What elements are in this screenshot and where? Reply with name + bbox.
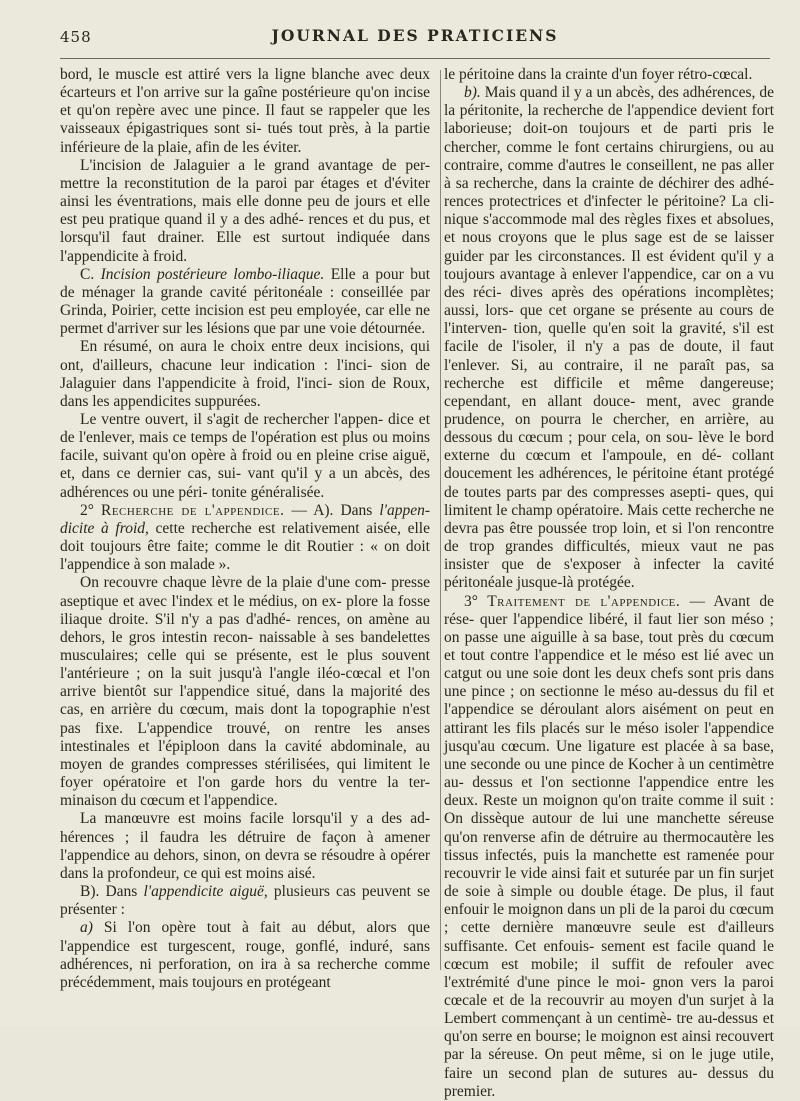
paragraph-text: Si l'on opère tout à fait au début, alors que l'appendice est turgescent, rouge, gonflé, induré, sans adhérences, ni perforation, on ira à sa recherche comme précédemment, mais toujours en protégeant	[60, 919, 430, 991]
section-number: 2°	[80, 501, 94, 519]
paragraph: L'incision de Jalaguier a le grand avantage de per- mettre la reconstitution de la paroi par étages et d'éviter ainsi les éventrations, mais elle donne peu de jours et elle est peu pratique quand il y a des adhé- rences et du pus, et lorsqu'il faut drainer. Elle est surtout indiquée dans l'appendicite à froid.	[60, 156, 430, 265]
section-heading: Recherche de l'appendice.	[100, 501, 285, 519]
paragraph-case-a	[60, 919, 430, 992]
header-rule	[60, 58, 770, 59]
paragraph-text: Mais quand il y a un abcès, des adhérences, de la péritonite, la recherche de l'appendice devient fort laborieuse; doit-on toujours et de parti pris le chercher, comme le font certains chirurgiens, ou au contraire, comme d'autres le conseillent, ne pas aller à sa recherche, dans la crainte de déchirer des adhé- rences protectrices et d'infecter le péritoine? La cli- nique s'accommode mal des règles fixes et absolues, et nous croyons que le plus sage est de se laisser guider par les circonstances. Il est évident qu'il y a toujours avantage à enlever l'appendice, car on a vu des réci- dives après des opérations incomplètes; aussi, lors- que cet organe se présente au cours de l'interven- tion, quelle qu'en soit la gravité, s'il est facile de l'isoler, il n'y a pas de doute, il faut l'enlever. Si, au contraire, il ne paraît pas, sa recherche est difficile et même dangereuse; cependant, en allant douce- ment, avec grande prudence, on pourra le chercher, en arrière, au dessous du cœcum ; pour cela, on sou- lève le bord externe du cœcum et l'ampoule, en dé- collant doucement les adhérences, le péritoine étant protégé de toutes parts par des compresses asepti- ques, qui limitent le champ opératoire. Mais cette recherche ne devra pas être poussée trop loin, et si l'on rencontre de trop grandes difficultés, mieux vaut ne pas insister que de s'exposer à infecter la cavité péritonéale jusque-là protégée.	[444, 84, 774, 592]
section-label: C.	[80, 265, 95, 283]
case-label: b).	[464, 84, 481, 102]
section-heading: Traitement de l'appendice.	[487, 592, 681, 610]
right-column	[444, 66, 774, 1101]
paragraph-traitement-appendice	[444, 593, 774, 1101]
page-header	[60, 24, 770, 54]
section-number: 3°	[464, 592, 478, 610]
paragraph: bord, le muscle est attiré vers la ligne blanche avec deux écarteurs et l'on arrive sur la gaîne postérieure qu'on incise et qu'on repère avec une pince. Il faut se rappeler que les vaisseaux épigastriques sont si- tués tout près, à la partie inférieure de la plaie, afin de les éviter.	[60, 66, 430, 156]
section-label: B). Dans	[80, 883, 144, 901]
running-head: JOURNAL DES PRATICIENS	[271, 26, 559, 45]
paragraph: La manœuvre est moins facile lorsqu'il y a des ad- hérences ; il faudra les détruire de façon à amener l'appendice au dehors, sinon, on devra se résoudre à opérer dans la profondeur, ce qui est moins aisé.	[60, 810, 430, 882]
paragraph-text: — Avant de rése- quer l'appendice libéré, il faut lier son méso ; on passe une aiguille à sa base, tout près du cœcum et tout contre l'appendice et le méso est lié avec un catgut ou une soie dont les deux chefs sont pris dans une pince ; on sectionne le méso au-dessus du fil et l'appendice se déroulant alors aisément on peut en attirant les fils placés sur le méso isoler l'appendice jusqu'au cœcum. Une ligature est placée à sa base, une seconde ou une pince de Kocher à un centimètre au- dessus et l'on sectionne l'appendice entre les deux. Reste un moignon qu'on traite comme il suit : On dissèque autour de lui une manchette séreuse qu'on renverse afin de détruire au thermocautère les tissus infectés, puis la manchette est ramenée pour recouvrir le vide ainsi fait et suturée par un fin surjet de soie à simple ou double étage. De plus, il faut enfouir le moignon dans un pli de la paroi du cœcum ; cette dernière manœuvre seule est d'ailleurs suffisante. Cet enfouis- sement est facile quand le cœcum est mobile; il suffit de refouler avec l'extrémité d'une pince le moi- gnon vers la paroi cœcale et de la recouvrir au moyen d'un surjet à la Lembert commençant à un centimè- tre au-dessus et qu'on serre en bourse; le moignon est ainsi recouvert par la séreuse. On peut même, si on le juge utile, faire un second plan de sutures au- dessus du premier.	[444, 592, 774, 1100]
page-number: 458	[60, 28, 92, 46]
italic-phrase: l'appen- dicite à froid,	[60, 501, 431, 537]
paragraph-text: plusieurs cas peuvent se présenter :	[60, 883, 430, 919]
column-divider	[440, 70, 441, 970]
paragraph-recherche-appendice	[60, 502, 430, 575]
paragraph-incision-posterieure	[60, 266, 430, 339]
paragraph-text: — A). Dans	[284, 501, 380, 519]
paragraph-appendicite-aigue	[60, 883, 430, 919]
case-label: a)	[80, 919, 93, 937]
paragraph-case-b	[444, 84, 774, 592]
paragraph: Le ventre ouvert, il s'agit de rechercher l'appen- dice et de l'enlever, mais ce temps de l'opération est plus ou moins facile, suivant qu'on opère à froid ou en pleine crise aiguë, et, dans ce dernier cas, sui- vant qu'il y a un abcès, des adhérences ou une péri- tonite généralisée.	[60, 410, 430, 501]
paragraph-text: Elle a pour but de ménager la grande cavité péritonéale : conseillée par Grinda, Poirier, cette incision est peu employée, car elle ne permet d'arriver sur les lésions que par une voie détournée.	[60, 265, 431, 338]
paragraph: En résumé, on aura le choix entre deux incisions, qui ont, d'ailleurs, chacune leur indication : l'inci- sion de Jalaguier dans l'appendicite à froid, l'inci- sion de Roux, dans les appendicites suppurées.	[60, 338, 430, 410]
paragraph: On recouvre chaque lèvre de la plaie d'une com- presse aseptique et avec l'index et le médius, on ex- plore la fosse iliaque droite. S'il n'y a pas d'adhé- rences, on amène au dehors, le gros intestin recon- naissable à ses bandelettes musculaires; celle qui se présente, est le plus souvent l'antérieure ; on la suit jusqu'à l'angle iléo-cœcal et l'on arrive bientôt sur l'appendice situé, dans la majorité des cas, en arrière du cœcum, mais dont la topographie n'est pas fixe. L'appendice trouvé, on rentre les anses intestinales et l'épiploon dans la cavité abdominale, au moyen de grandes compresses stérilisées, qui limitent le foyer opératoire et l'on garde hors du ventre la ter- minaison du cœcum et l'appendice.	[60, 574, 430, 810]
left-column	[60, 66, 430, 992]
paragraph-text: cette recherche est relativement aisée, elle doit toujours être faite; comme le dit Routier : « on doit l'appendice à son malade ».	[60, 519, 430, 574]
section-title: Incision postérieure lombo-iliaque.	[100, 265, 325, 283]
paragraph: le péritoine dans la crainte d'un foyer rétro-cœcal.	[444, 66, 753, 83]
italic-phrase: l'appendicite aiguë,	[143, 883, 268, 901]
